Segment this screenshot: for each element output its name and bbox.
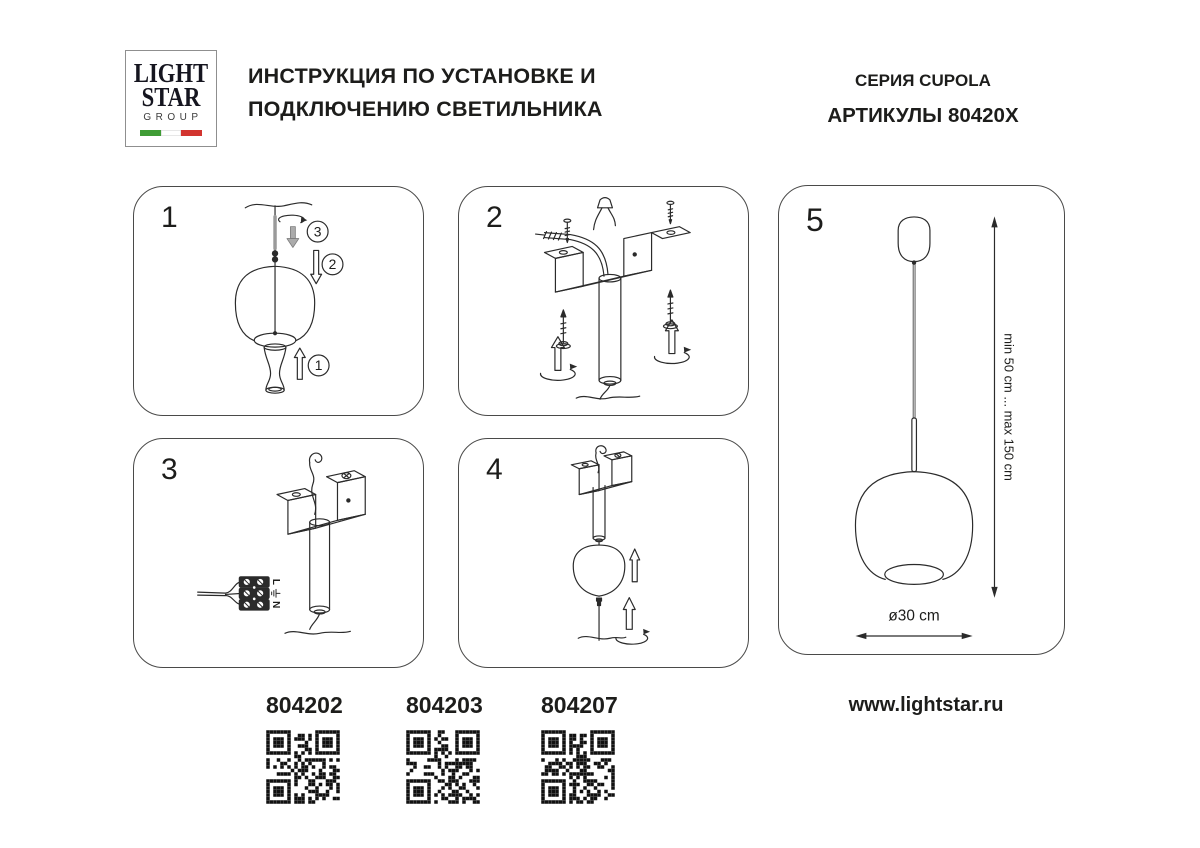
- terminal-block-drawing: [239, 577, 269, 610]
- page-title: [248, 60, 603, 126]
- screw-top-right: [667, 201, 674, 223]
- badge-1: [308, 355, 329, 376]
- down-arrow-icon: [311, 250, 322, 283]
- flag-green: [140, 130, 161, 136]
- suspension-tube-drawing: [576, 274, 639, 399]
- svg-text:3: 3: [313, 223, 322, 240]
- lamp-shade-drawing: [235, 266, 314, 347]
- earth-symbol: [272, 589, 280, 597]
- articles-label: АРТИКУЛЫ 80420X: [827, 104, 1019, 127]
- diameter-dimension-label: ø30 cm: [888, 607, 940, 625]
- up-arrow-icon: [630, 549, 640, 582]
- article-number: 804203: [406, 692, 483, 718]
- step-2-number: 2: [486, 201, 503, 234]
- push-down-arrow-icon: [287, 227, 299, 248]
- mounting-bracket-drawing: [277, 471, 365, 534]
- article-number: 804202: [266, 692, 343, 718]
- step-4-panel: [458, 438, 749, 668]
- flag-red: [181, 130, 202, 136]
- step-5-diagram: [779, 186, 1064, 654]
- suspension-tube-drawing: [593, 486, 605, 545]
- step-5-panel: [778, 185, 1065, 655]
- step-3-number: 3: [161, 453, 178, 486]
- svg-text:2: 2: [328, 256, 337, 273]
- turn-arrow-right-icon: [654, 320, 691, 364]
- terminal-label-neutral: N: [269, 601, 281, 609]
- badge-2: [322, 254, 343, 275]
- badge-3: [307, 221, 328, 242]
- diffuser-cone-drawing: [264, 344, 286, 393]
- step-4-number: 4: [486, 453, 503, 486]
- mounting-bracket-drawing: [545, 227, 691, 292]
- canopy-drawing: [898, 217, 930, 264]
- series-block: [817, 71, 1029, 128]
- qr-code: [541, 730, 615, 804]
- supply-cable-wires: [198, 582, 243, 605]
- flag-white: [161, 130, 182, 136]
- cord-and-connector: [578, 598, 626, 640]
- article-column-3: [541, 692, 618, 809]
- mounting-bracket-drawing: [571, 452, 631, 495]
- italian-flag-stripe: [140, 130, 202, 136]
- step-4-diagram: [459, 439, 748, 667]
- title-line-2: ПОДКЛЮЧЕНИЮ СВЕТИЛЬНИКА: [248, 97, 603, 121]
- lamp-shade-drawing: [855, 472, 972, 585]
- website-url: www.lightstar.ru: [848, 694, 1004, 716]
- turn-arrow-icon: [616, 598, 650, 645]
- step-2-panel: [458, 186, 749, 416]
- article-column-1: [266, 692, 343, 809]
- step-1-panel: [133, 186, 424, 416]
- height-dimension-label: min 50 cm ... max 150 cm: [1001, 333, 1017, 481]
- up-arrow-icon: [294, 348, 305, 379]
- rotate-arrow-icon: [279, 215, 308, 223]
- step-3-panel: [133, 438, 424, 668]
- logo-word-light: LIGHT: [133, 58, 209, 88]
- logo-word-group: GROUP: [143, 112, 203, 123]
- ceiling-line: [245, 203, 311, 208]
- step-5-number: 5: [806, 202, 824, 238]
- diameter-dimension: [855, 608, 972, 640]
- step-2-diagram: [459, 187, 748, 415]
- qr-code: [406, 730, 480, 804]
- article-number: 804207: [541, 692, 618, 718]
- step-1-diagram: [134, 187, 423, 415]
- terminal-label-live: L: [269, 578, 281, 585]
- canopy-drawing: [573, 545, 625, 596]
- svg-text:1: 1: [314, 357, 323, 374]
- series-label: СЕРИЯ CUPOLA: [855, 71, 991, 90]
- qr-code: [266, 730, 340, 804]
- hooked-wire: [596, 446, 606, 473]
- terminal-labels: [270, 579, 281, 608]
- step-3-diagram: [134, 439, 423, 667]
- step-1-number: 1: [161, 201, 178, 234]
- suspension-cord: [272, 206, 277, 265]
- height-dimension: [991, 216, 1016, 597]
- screw-bottom-left-up: [556, 310, 570, 349]
- title-line-1: ИНСТРУКЦИЯ ПО УСТАНОВКЕ И: [248, 64, 596, 88]
- article-column-2: [406, 692, 483, 809]
- suspension-tube-drawing: [285, 519, 350, 634]
- lightstar-logo: [125, 50, 217, 147]
- wire-nut-and-wires: [594, 198, 616, 230]
- logo-word-star: STAR: [141, 82, 201, 112]
- cord-drawing: [912, 264, 917, 472]
